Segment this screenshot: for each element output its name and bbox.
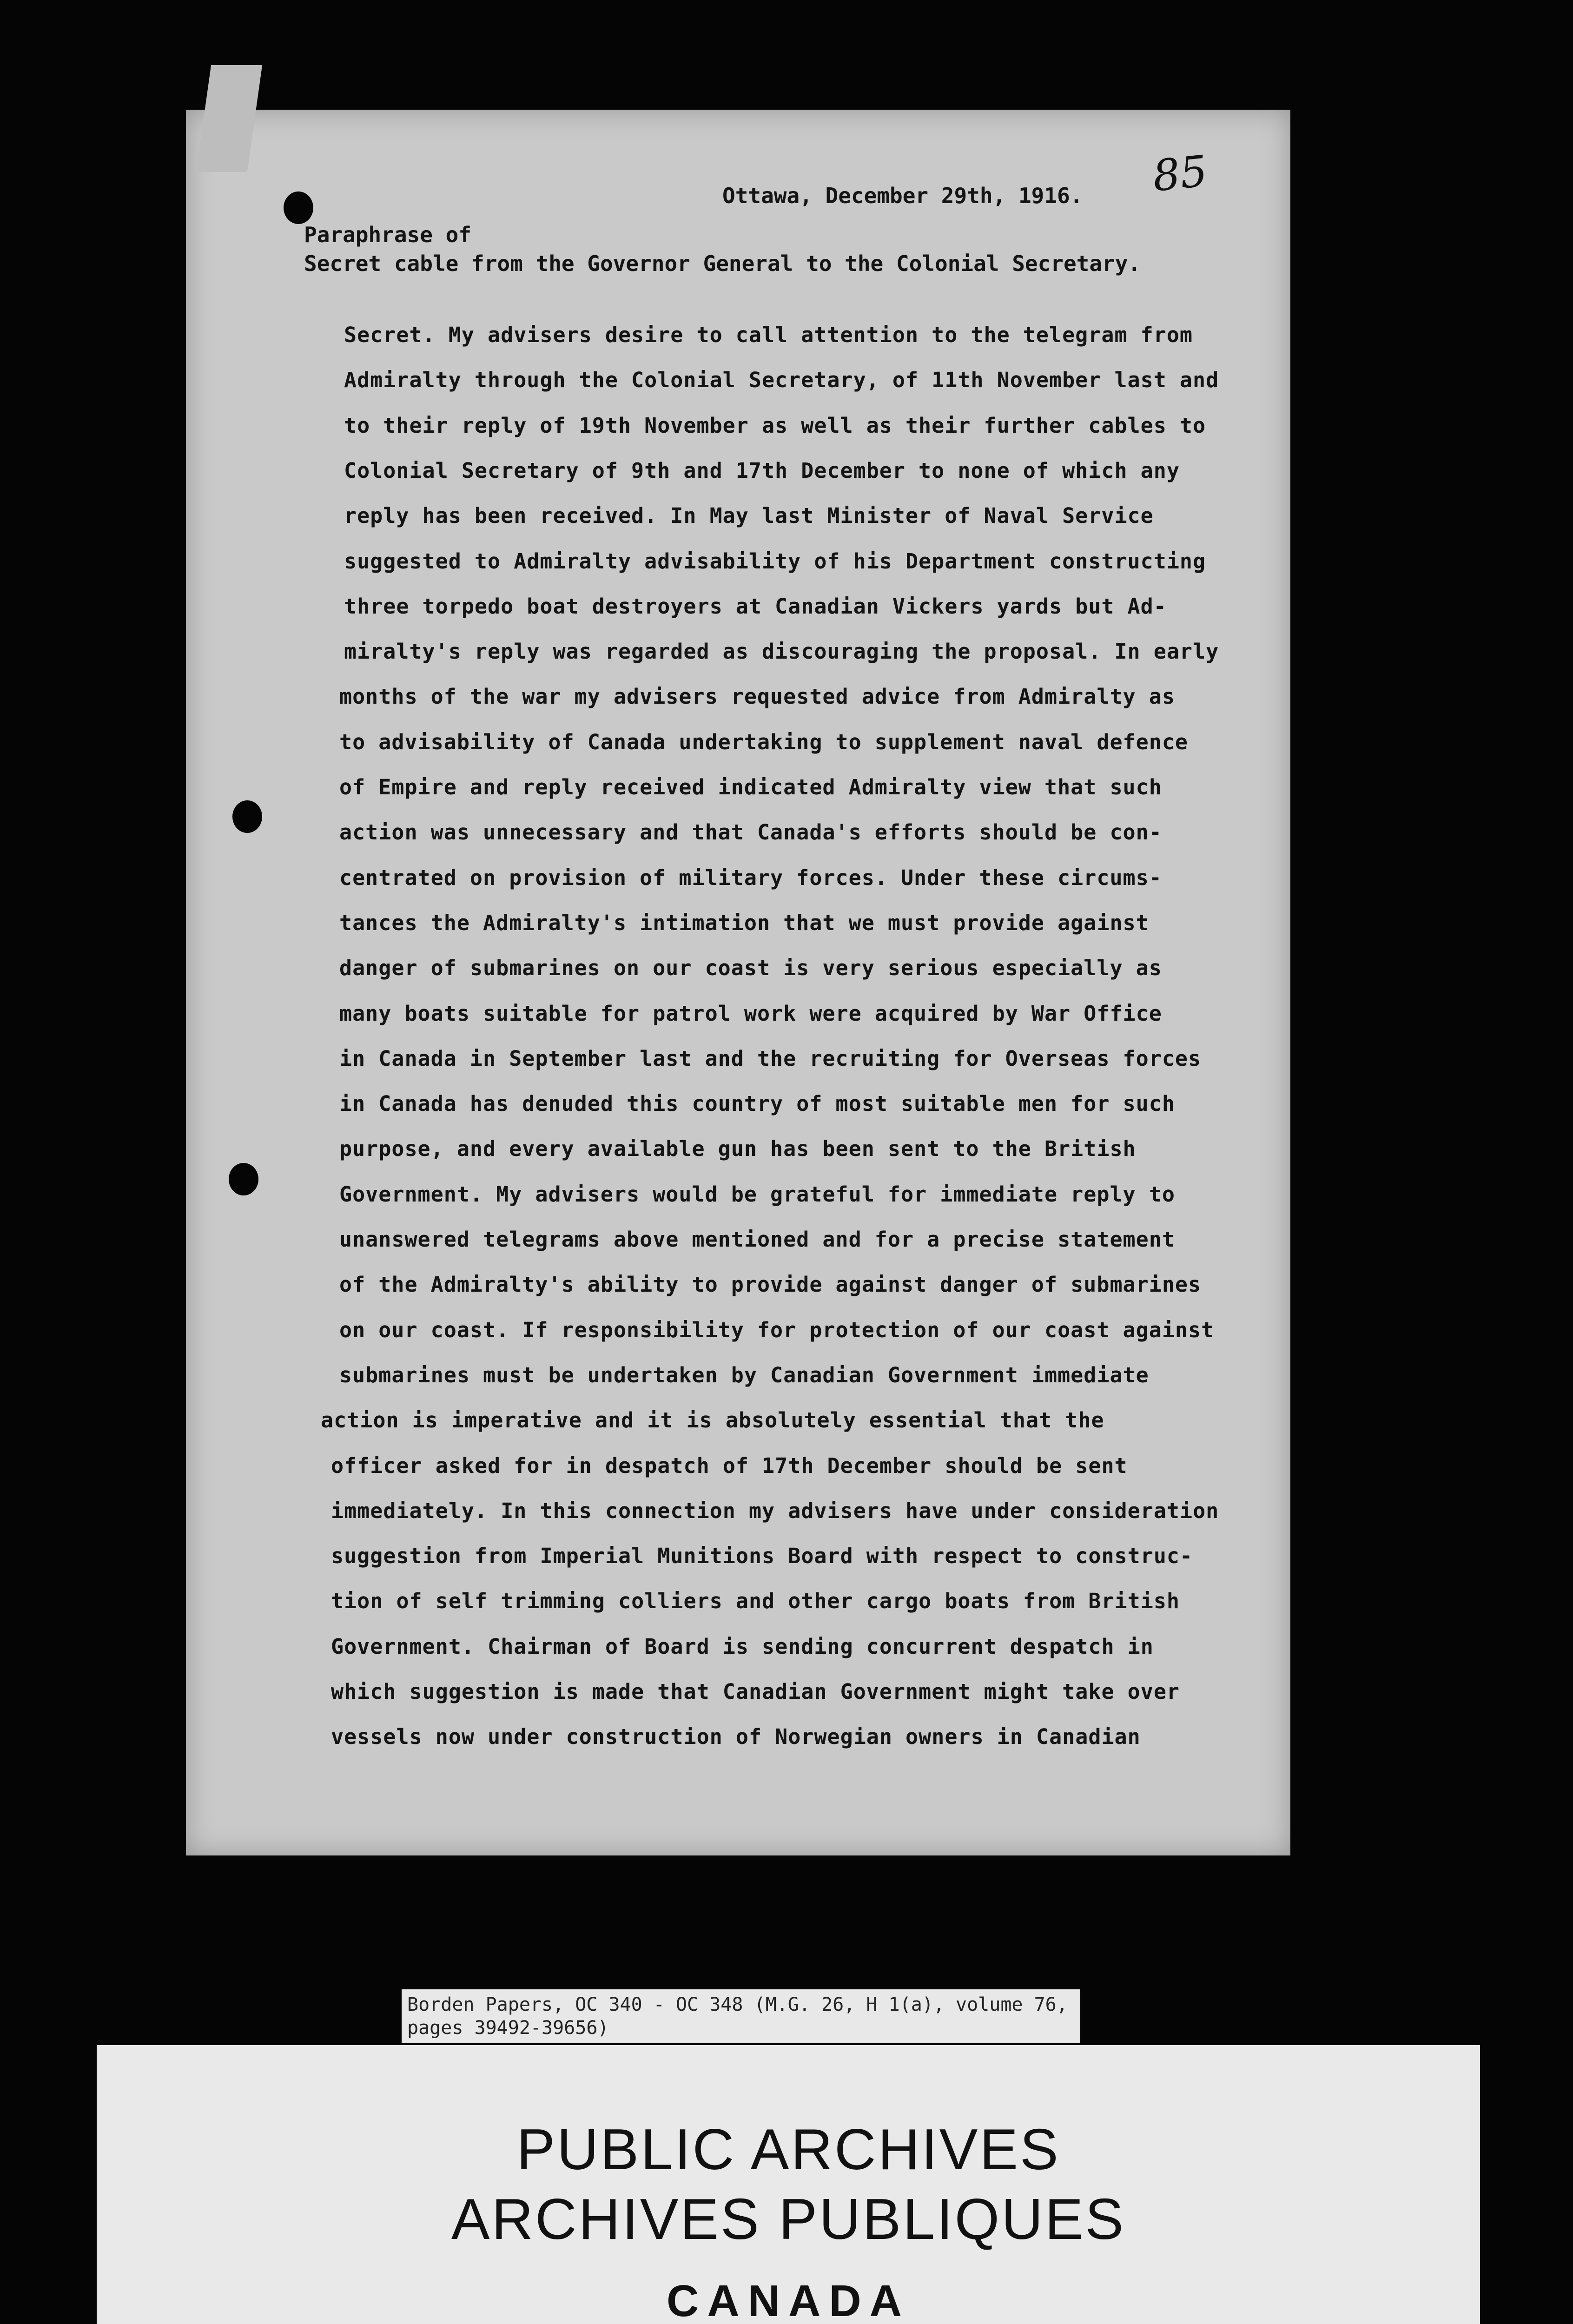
body-line: miralty's reply was regarded as discouraging the proposal. In early xyxy=(344,639,1219,664)
punch-hole-middle xyxy=(232,800,262,833)
stamp-line-public-archives: PUBLIC ARCHIVES xyxy=(516,2118,1060,2182)
body-line: which suggestion is made that Canadian Government might take over xyxy=(331,1679,1180,1704)
body-line: Secret. My advisers desire to call attention to the telegram from xyxy=(344,323,1193,347)
stamp-line-archives-publiques: ARCHIVES PUBLIQUES xyxy=(451,2187,1126,2251)
body-line: vessels now under construction of Norwegian owners in Canadian xyxy=(331,1724,1141,1749)
body-line: Colonial Secretary of 9th and 17th December to none of which any xyxy=(344,458,1180,483)
punch-hole-bottom xyxy=(229,1163,258,1195)
body-line: Government. My advisers would be grateful for immediate reply to xyxy=(339,1182,1175,1207)
heading-line-1: Paraphrase of xyxy=(304,222,472,247)
body-line: Government. Chairman of Board is sending concurrent despatch in xyxy=(331,1634,1154,1659)
body-line: three torpedo boat destroyers at Canadian Vickers yards but Ad- xyxy=(344,594,1167,619)
body-line: tion of self trimming colliers and other cargo boats from British xyxy=(331,1589,1180,1613)
body-line: suggestion from Imperial Munitions Board with respect to construc- xyxy=(331,1544,1193,1568)
body-line: officer asked for in despatch of 17th December should be sent xyxy=(331,1453,1128,1478)
body-line: to their reply of 19th November as well as their further cables to xyxy=(344,413,1206,438)
folio-number: 85 xyxy=(1150,146,1210,201)
body-line: to advisability of Canada undertaking to supplement naval defence xyxy=(339,730,1188,754)
body-line: of Empire and reply received indicated Admiralty view that such xyxy=(339,775,1162,799)
body-line: centrated on provision of military forces. Under these circums- xyxy=(339,865,1162,890)
archive-reference-label xyxy=(402,1989,1080,2043)
body-line: in Canada in September last and the recruiting for Overseas forces xyxy=(339,1046,1202,1071)
dateline: Ottawa, December 29th, 1916. xyxy=(722,183,1083,208)
body-line: Admiralty through the Colonial Secretary, of 11th November last and xyxy=(344,368,1219,392)
body-line: action was unnecessary and that Canada's efforts should be con- xyxy=(339,820,1162,845)
body-line: reply has been received. In May last Minister of Naval Service xyxy=(344,503,1154,528)
body-line: action is imperative and it is absolutely essential that the xyxy=(321,1408,1104,1433)
body-line: months of the war my advisers requested advice from Admiralty as xyxy=(339,684,1175,709)
body-line: immediately. In this connection my advisers have under consideration xyxy=(331,1499,1219,1523)
body-line: purpose, and every available gun has been sent to the British xyxy=(339,1136,1136,1161)
stamp-line-canada: CANADA xyxy=(667,2276,910,2324)
body-line: of the Admiralty's ability to provide against danger of submarines xyxy=(339,1272,1202,1297)
body-line: tances the Admiralty's intimation that we must provide against xyxy=(339,911,1149,935)
body-line: submarines must be undertaken by Canadian Government immediate xyxy=(339,1363,1149,1387)
body-line: suggested to Admiralty advisability of his Department constructing xyxy=(344,549,1206,574)
heading-line-2: Secret cable from the Governor General to the Colonial Secretary. xyxy=(304,251,1141,276)
body-line: danger of submarines on our coast is very serious especially as xyxy=(339,956,1162,980)
archive-reference-line-2: pages 39492-39656) xyxy=(407,2017,609,2039)
archives-stamp xyxy=(97,2045,1480,2324)
body-line: on our coast. If responsibility for protection of our coast against xyxy=(339,1318,1215,1342)
punch-hole-top xyxy=(284,191,313,224)
body-line: in Canada has denuded this country of most suitable men for such xyxy=(339,1091,1175,1116)
body-line: many boats suitable for patrol work were acquired by War Office xyxy=(339,1001,1162,1026)
archive-reference-line-1: Borden Papers, OC 340 - OC 348 (M.G. 26, H 1(a), volume 76, xyxy=(407,1994,1068,2015)
body-line: unanswered telegrams above mentioned and for a precise statement xyxy=(339,1227,1175,1252)
